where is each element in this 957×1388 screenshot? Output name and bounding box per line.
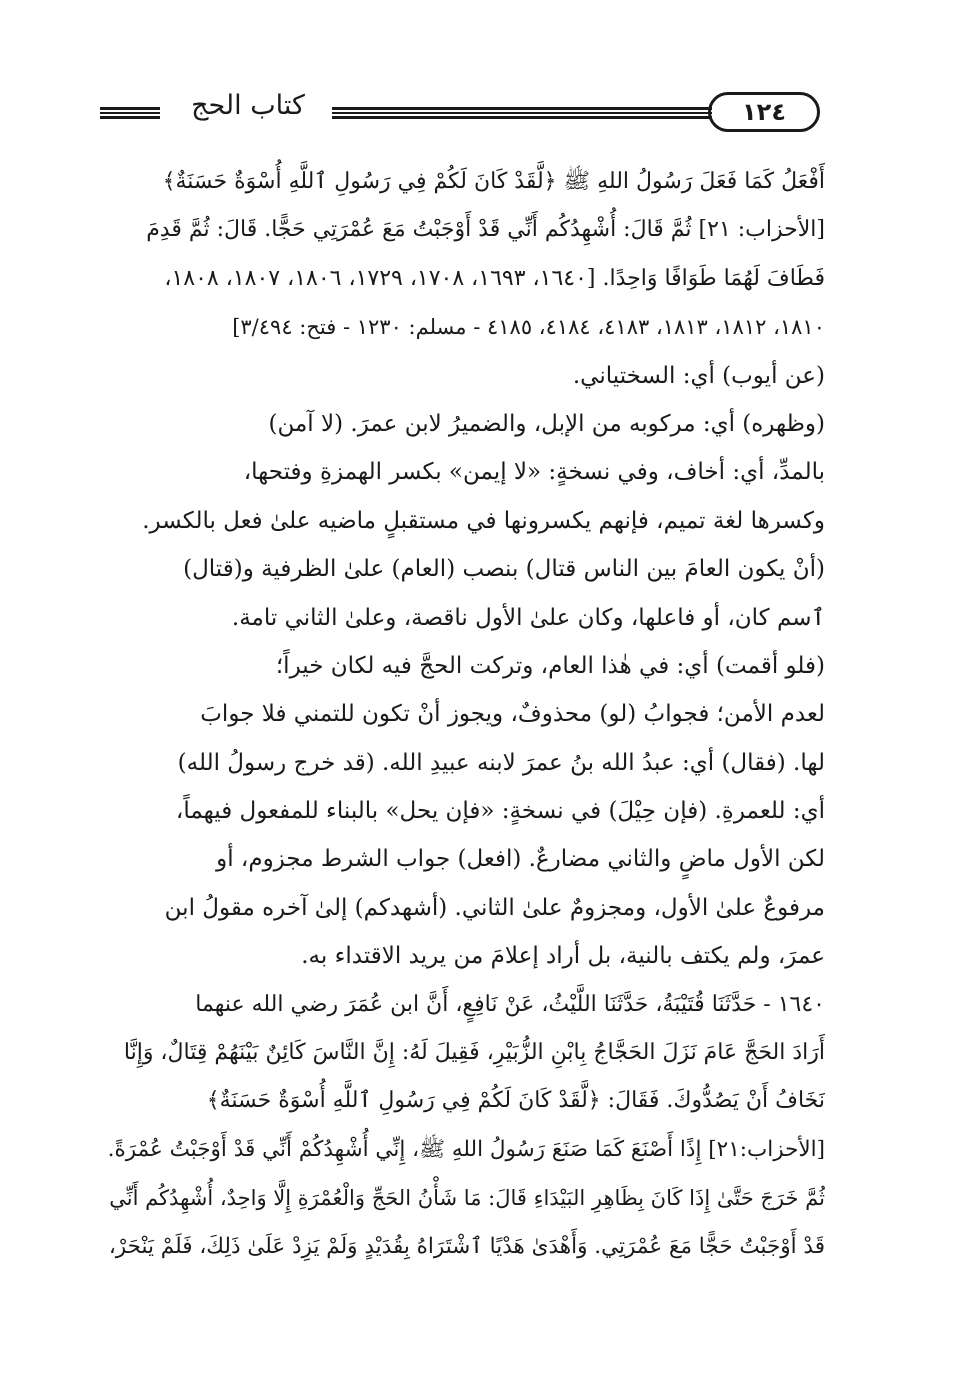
page-header [100, 92, 822, 142]
page-body [103, 158, 825, 1271]
text-line: (أنْ يكون العامَ بين الناس قتال) بنصب (العام) علىٰ الظرفية و(قتال) [183, 556, 825, 583]
text-line: لعدم الأمن؛ فجوابُ (لو) محذوفٌ، ويجوز أنْ تكون للتمني فلا جوابَ [200, 701, 825, 728]
text-line: [الأحزاب: ٢١] ثُمَّ قَالَ: أُشْهِدُكُم أَنِّي قَدْ أَوْجَبْتُ مَعَ عُمْرَتِي حَجًّا. قَالَ: ثُمَّ قَدِمَ [146, 217, 825, 243]
text-line: أَفْعَلُ كَمَا فَعَلَ رَسُولُ اللهِ ﷺ ﴿لَّقَدْ كَانَ لَكُمْ فِي رَسُولِ ٱللَّهِ أُسْوَةٌ حَسَنَةٌ﴾ [162, 169, 825, 194]
text-line: [الأحزاب:٢١] إِذًا أَصْنَعَ كَمَا صَنَعَ رَسُولُ اللهِ ﷺ، إِنِّي أُشْهِدُكُمْ أَنِّي قَدْ أَوْجَبْتُ عُمْرَةً. [107, 1136, 825, 1162]
header-rule-middle [332, 107, 712, 119]
text-line: لكن الأول ماضٍ والثاني مضارعٌ. (افعل) جواب الشرط مجزوم، أو [216, 846, 825, 873]
page-number-badge: ١٢٤ [708, 92, 820, 132]
text-line: نَخَافُ أَنْ يَصُدُّوكَ. فَقَالَ: ﴿لَّقَدْ كَانَ لَكُمْ فِي رَسُولِ ٱللَّهِ أُسْوَةٌ حَسَنَةٌ﴾ [206, 1088, 825, 1114]
text-line: بالمدِّ، أي: أخاف، وفي نسخةٍ: «لا إيمن» بكسر الهمزةِ وفتحها، [243, 459, 825, 486]
text-line: (عن أيوب) أي: السختياني. [572, 362, 825, 389]
text-line: وكسرها لغة تميم، فإنهم يكسرونها في مستقبلٍ ماضيه علىٰ فعل بالكسر. [142, 507, 825, 534]
text-line: ثُمَّ خَرَجَ حَتَّىٰ إِذَا كَانَ بِظَاهِرِ البَيْدَاءِ قَالَ: مَا شَأْنُ الحَجِّ وَالْعُمْرَةِ إِلَّا وَاحِدٌ، أُشْهِدُكُم أَنِّي [109, 1186, 825, 1211]
text-line: مرفوعٌ علىٰ الأول، ومجزومٌ علىٰ الثاني. (أشهدكم) إلىٰ آخره مقولُ ابن [164, 894, 825, 921]
text-line: قَدْ أَوْجَبْتُ حَجًّا مَعَ عُمْرَتِي. وَأَهْدَىٰ هَدْيًا ٱشْتَرَاهُ بِقُدَيْدٍ وَلَمْ يَزِدْ عَلَىٰ ذَلِكَ، فَلَمْ يَنْحَرْ، [108, 1233, 825, 1259]
header-rule-left [100, 107, 160, 119]
text-line: أَرَادَ الحَجَّ عَامَ نَزَلَ الحَجَّاجُ بِابْنِ الزُّبَيْرِ، فَقِيلَ لَهُ: إِنَّ النَّاسَ كَائِنٌ بَيْنَهُمْ قِتَالٌ، وَإِنَّا [123, 1040, 825, 1066]
text-line: ١٦٤٠ - حَدَّثَنَا قُتَيْبَةُ، حَدَّثَنَا اللَّيْثُ، عَنْ نَافِعٍ، أَنَّ ابن عُمَرَ رضي الله عنهما [195, 991, 825, 1017]
running-title: كتاب الحج [191, 90, 305, 121]
text-line: عمرَ، ولم يكتف بالنية، بل أراد إعلامَ من يريد الاقتداء به. [301, 943, 825, 970]
text-line: (فلو أقمت) أي: في هٰذا العام، وتركت الحجَّ فيه لكان خيراً؛ [275, 652, 825, 679]
text-line: (وظهره) أي: مركوبه من الإبل، والضميرُ لابن عمرَ. (لا آمن) [268, 410, 825, 437]
text-line: ١٨١٠، ١٨١٢، ١٨١٣، ٤١٨٣، ٤١٨٤، ٤١٨٥ - مسلم: ١٢٣٠ - فتح: ٣/٤٩٤] [232, 315, 825, 340]
text-line: فَطَافَ لَهُمَا طَوَافًا وَاحِدًا. [١٦٤٠، ١٦٩٣، ١٧٠٨، ١٧٢٩، ١٨٠٦، ١٨٠٧، ١٨٠٨، [164, 265, 825, 291]
text-line: لها. (فقال) أي: عبدُ الله بنُ عمرَ لابنه عبيدِ الله. (قد خرج رسولُ الله) [177, 749, 825, 776]
text-line: ٱسم كان، أو فاعلها، وكان علىٰ الأول ناقصة، وعلىٰ الثاني تامة. [231, 604, 825, 631]
text-line: أي: للعمرةِ. (فإن حِيْلَ) في نسخةٍ: «فإن يحل» بالبناء للمفعول فيهماً، [175, 798, 825, 825]
